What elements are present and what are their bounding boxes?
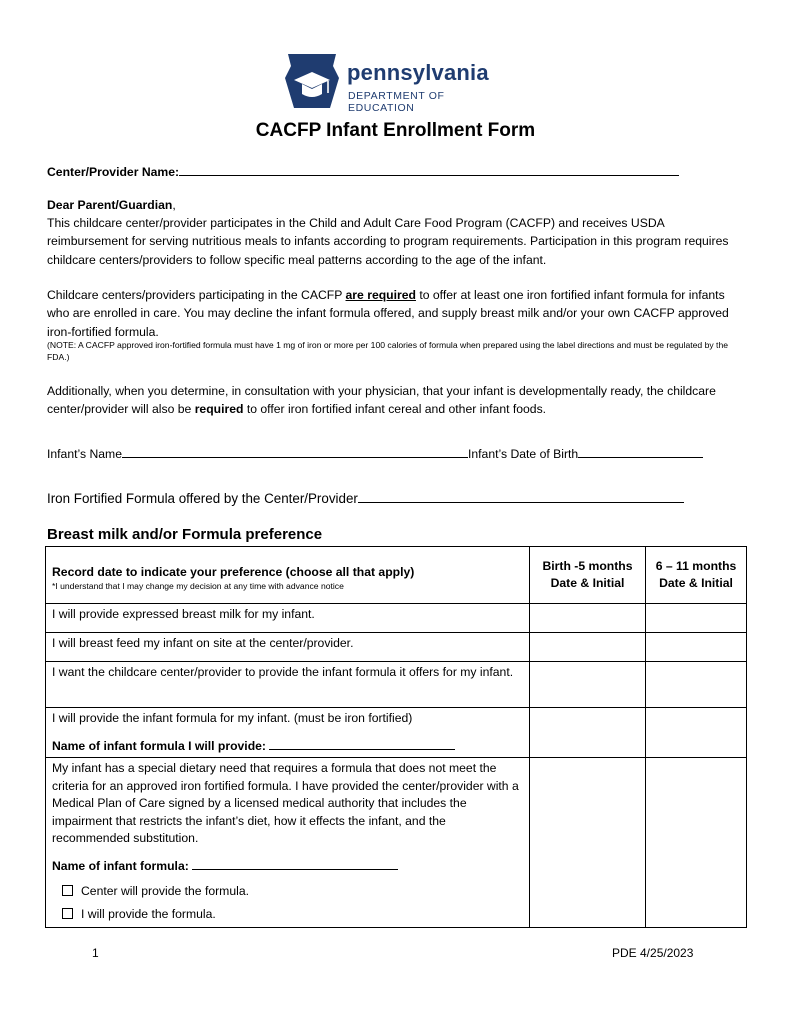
section-heading: Breast milk and/or Formula preference	[47, 526, 323, 543]
row5-formula-field[interactable]	[192, 856, 398, 870]
header-col1-line1: Birth -5 months	[542, 558, 633, 573]
greeting-comma: ,	[172, 198, 176, 212]
row-parent-formula	[46, 708, 530, 758]
center-provider-row	[47, 162, 679, 181]
row4-6-11-cell[interactable]	[646, 708, 747, 758]
header-note: *I understand that I may change my decision at any time with advance notice	[52, 581, 344, 592]
header-6-11-months	[646, 547, 747, 604]
row1-6-11-cell[interactable]	[646, 604, 747, 633]
row5-6-11-cell[interactable]	[646, 758, 747, 928]
table-row	[46, 604, 747, 633]
formula-paragraph-emphasis: are required	[345, 288, 416, 302]
keystone-mortarboard-icon	[284, 52, 340, 110]
additional-paragraph	[47, 382, 747, 419]
center-provider-label: Center/Provider Name:	[47, 165, 180, 179]
page-number: 1	[92, 946, 99, 960]
row4-formula-name-row	[52, 736, 523, 756]
table-row	[46, 758, 747, 928]
row5-formula-label: Name of infant formula:	[52, 858, 189, 873]
pde-logo	[284, 52, 514, 112]
row2-birth-5-cell[interactable]	[530, 633, 646, 662]
infant-dob-label: Infant’s Date of Birth	[467, 447, 579, 461]
header-col1-line2: Date & Initial	[550, 576, 625, 590]
table-header-row	[46, 547, 747, 604]
row2-6-11-cell[interactable]	[646, 633, 747, 662]
row5-birth-5-cell[interactable]	[530, 758, 646, 928]
form-title: CACFP Infant Enrollment Form	[255, 120, 536, 141]
formula-paragraph-before: Childcare centers/providers participating in the CACFP	[47, 288, 346, 302]
additional-paragraph-after: to offer iron fortified infant cereal and other infant foods.	[243, 402, 547, 417]
row5-formula-name-row	[52, 856, 523, 876]
table-row	[46, 633, 747, 662]
iron-formula-row	[47, 488, 684, 506]
row1-birth-5-cell[interactable]	[530, 604, 646, 633]
header-col2-line1: 6 – 11 months	[655, 558, 737, 573]
infant-name-label: Infant’s Name	[47, 447, 122, 461]
logo-department: DEPARTMENT OF EDUCATION	[348, 90, 445, 114]
center-provides-checkbox[interactable]	[62, 885, 73, 896]
iron-note: (NOTE: A CACFP approved iron-fortified formula must have 1 mg of iron or more per 100 calories of formula when prepared using the label directions and must be regulated by the FDA.)	[47, 340, 729, 362]
preference-table	[45, 546, 747, 928]
option-center-provides[interactable]	[52, 883, 523, 901]
row5-text: My infant has a special dietary need that requires a formula that does not meet the criteria for an approved iron fortified formula. I have provided the center/provider with a Medical Plan of Care signed by a licensed medical authority that includes the impairment that restricts the infant’s diet, how it effects the infant, and the recommended substitution.	[52, 761, 519, 845]
row-special-dietary-need	[46, 758, 530, 928]
header-main: Record date to indicate your preference (choose all that apply)	[52, 564, 415, 579]
table-row	[46, 708, 747, 758]
parent-provides-checkbox[interactable]	[62, 908, 73, 919]
infant-info-row	[47, 444, 703, 463]
option-self-label: I will provide the formula.	[81, 906, 216, 921]
row4-birth-5-cell[interactable]	[530, 708, 646, 758]
table-row	[46, 662, 747, 708]
formula-paragraph	[47, 286, 747, 341]
row4-formula-label: Name of infant formula I will provide:	[52, 738, 266, 753]
revision-date: PDE 4/25/2023	[612, 946, 694, 960]
greeting	[47, 196, 176, 214]
option-center-label: Center will provide the formula.	[81, 884, 249, 898]
additional-paragraph-emphasis: required	[194, 402, 244, 417]
row4-text: I will provide the infant formula for my infant. (must be iron fortified)	[52, 711, 413, 725]
header-preference-cell	[46, 547, 530, 604]
intro-paragraph: This childcare center/provider participates in the Child and Adult Care Food Program (CACFP) and receives USDA reimbursement for serving nutritious meals to infants according to program requirements. Participation in this program requires childcare centers/providers to follow specific meal patterns according to the age of the infant.	[47, 216, 729, 267]
header-birth-5-months	[530, 547, 646, 604]
header-col2-line2: Date & Initial	[659, 576, 733, 590]
additional-paragraph-before: Additionally, when you determine, in consultation with your physician, that your infant is developmentally ready, the childcare center/provider will also be	[47, 384, 716, 417]
row-breast-feed-on-site: I will breast feed my infant on site at the center/provider.	[46, 633, 530, 662]
iron-formula-label: Iron Fortified Formula offered by the Center/Provider	[47, 491, 358, 506]
row4-formula-field[interactable]	[269, 736, 455, 750]
iron-formula-field[interactable]	[358, 488, 684, 503]
row-center-formula: I want the childcare center/provider to provide the infant formula it offers for my infant.	[46, 662, 530, 708]
row3-birth-5-cell[interactable]	[530, 662, 646, 708]
option-parent-provides[interactable]	[52, 906, 523, 924]
infant-name-field[interactable]	[122, 444, 468, 458]
row3-6-11-cell[interactable]	[646, 662, 747, 708]
infant-dob-field[interactable]	[578, 444, 703, 458]
center-provider-field[interactable]	[179, 162, 679, 176]
row-expressed-milk: I will provide expressed breast milk for my infant.	[46, 604, 530, 633]
formula-paragraph-after: to offer at least one iron fortified infant formula for infants who are enrolled in care. You may decline the infant formula offered, and supply breast milk and/or your own CACFP approved iron-fortified formula.	[47, 288, 729, 339]
logo-wordmark: pennsylvania	[347, 60, 489, 85]
greeting-text: Dear Parent/Guardian	[47, 198, 173, 212]
